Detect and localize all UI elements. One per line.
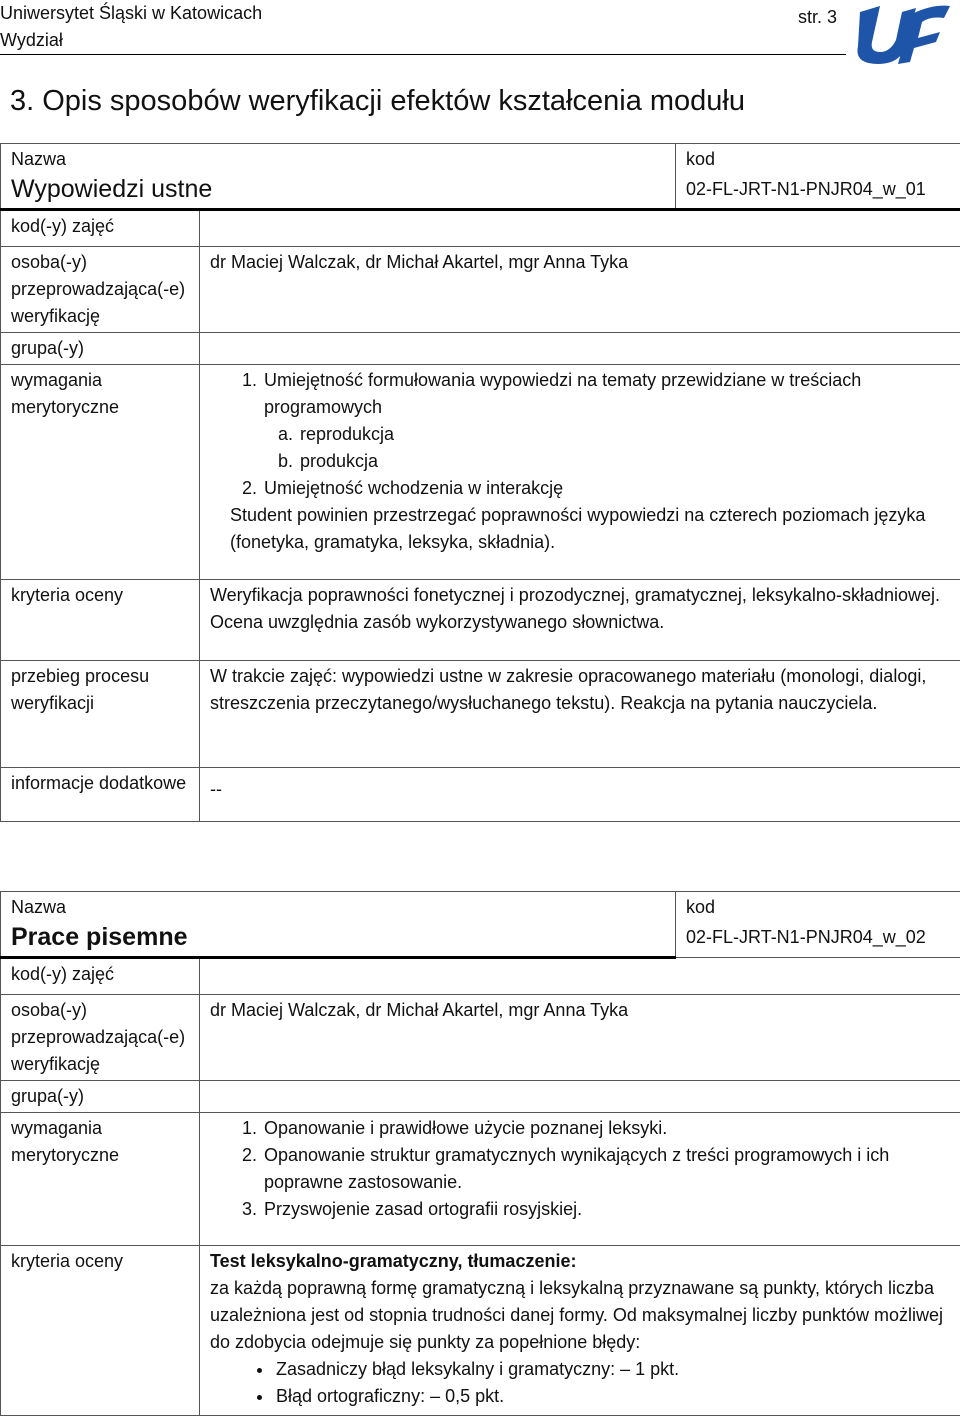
module-name: Prace pisemne bbox=[11, 921, 665, 954]
criteria-value: Weryfikacja poprawności fonetycznej i prozodycznej, gramatycznej, leksykalno-składniowej. Ocena uwzględnia zasób wykorzystywanego słownictwa. bbox=[200, 580, 960, 661]
criteria-label: kryteria oceny bbox=[1, 580, 200, 661]
process-value: W trakcie zajęć: wypowiedzi ustne w zakresie opracowanego materiału (monologi, dialogi, streszczenia przeczytanego/wysłuchanego tekstu). Reakcja na pytania nauczyciela. bbox=[200, 661, 960, 768]
requirement-subitem: b. produkcja bbox=[298, 448, 950, 475]
additional-value: -- bbox=[200, 768, 960, 822]
criteria-heading: Test leksykalno-gramatyczny, tłumaczenie: bbox=[210, 1248, 950, 1275]
course-codes-label: kod(-y) zajęć bbox=[1, 958, 200, 995]
requirements-value bbox=[200, 365, 960, 580]
section-title: 3. Opis sposobów weryfikacji efektów kształcenia modułu bbox=[10, 82, 745, 120]
criteria-bullet: • Błąd ortograficzny: – 0,5 pkt. bbox=[274, 1383, 950, 1410]
faculty-name: Wydział bbox=[0, 27, 262, 54]
groups-label: grupa(-y) bbox=[1, 333, 200, 365]
requirements-label: wymagania merytoryczne bbox=[1, 1113, 200, 1246]
requirement-item: 2. Opanowanie struktur gramatycznych wynikających z treści programowych i ich poprawne zastosowanie. bbox=[262, 1142, 950, 1196]
persons-value: dr Maciej Walczak, dr Michał Akartel, mgr Anna Tyka bbox=[200, 247, 960, 333]
name-cell bbox=[1, 144, 676, 210]
page-header bbox=[0, 0, 262, 54]
persons-value: dr Maciej Walczak, dr Michał Akartel, mgr Anna Tyka bbox=[200, 995, 960, 1081]
module-name: Wypowiedzi ustne bbox=[11, 173, 665, 206]
process-label: przebieg procesu weryfikacji bbox=[1, 661, 200, 768]
requirements-value bbox=[200, 1113, 960, 1246]
requirement-item: 2. Umiejętność wchodzenia w interakcję bbox=[262, 475, 950, 502]
code-label: kod bbox=[686, 894, 950, 921]
course-codes-label: kod(-y) zajęć bbox=[1, 210, 200, 247]
requirement-item: 1. Umiejętność formułowania wypowiedzi na tematy przewidziane w treściach programowych a. reprodukcja b. produkcja bbox=[262, 367, 950, 475]
groups-value bbox=[200, 1081, 960, 1113]
code-label: kod bbox=[686, 146, 950, 173]
code-value: 02-FL-JRT-N1-PNJR04_w_02 bbox=[686, 924, 950, 951]
name-label: Nazwa bbox=[11, 146, 665, 173]
persons-label: osoba(-y) przeprowadzająca(-e) weryfikację bbox=[1, 247, 200, 333]
criteria-value bbox=[200, 1246, 960, 1416]
name-label: Nazwa bbox=[11, 894, 665, 921]
criteria-bullet: • Zasadniczy błąd leksykalny i gramatyczny: – 1 pkt. bbox=[274, 1356, 950, 1383]
requirement-item: 1. Opanowanie i prawidłowe użycie poznanej leksyki. bbox=[262, 1115, 950, 1142]
requirement-item: 3. Przyswojenie zasad ortografii rosyjskiej. bbox=[262, 1196, 950, 1223]
university-name: Uniwersytet Śląski w Katowicach bbox=[0, 0, 262, 27]
code-cell bbox=[676, 892, 960, 958]
requirement-subitem: a. reprodukcja bbox=[298, 421, 950, 448]
groups-label: grupa(-y) bbox=[1, 1081, 200, 1113]
code-cell bbox=[676, 144, 960, 210]
course-codes-value bbox=[200, 958, 960, 995]
header-divider bbox=[0, 54, 846, 55]
page-number: str. 3 bbox=[798, 4, 837, 31]
criteria-label: kryteria oceny bbox=[1, 1246, 200, 1416]
verification-card-2 bbox=[0, 891, 960, 1416]
verification-card-1 bbox=[0, 143, 960, 822]
additional-label: informacje dodatkowe bbox=[1, 768, 200, 822]
requirements-label: wymagania merytoryczne bbox=[1, 365, 200, 580]
course-codes-value bbox=[200, 210, 960, 247]
code-value: 02-FL-JRT-N1-PNJR04_w_01 bbox=[686, 176, 950, 203]
groups-value bbox=[200, 333, 960, 365]
criteria-text: za każdą poprawną formę gramatyczną i leksykalną przyznawane są punkty, których liczba uzależniona jest od stopnia trudności danej formy. Od maksymalnej liczby punktów możliwej do zdobycia odejmuje się punkty za popełnione błędy: bbox=[210, 1275, 950, 1356]
name-cell bbox=[1, 892, 676, 958]
persons-label: osoba(-y) przeprowadzająca(-e) weryfikację bbox=[1, 995, 200, 1081]
requirement-note: Student powinien przestrzegać poprawności wypowiedzi na czterech poziomach języka (fonetyka, gramatyka, leksyka, składnia). bbox=[230, 502, 950, 556]
university-logo bbox=[852, 2, 952, 66]
